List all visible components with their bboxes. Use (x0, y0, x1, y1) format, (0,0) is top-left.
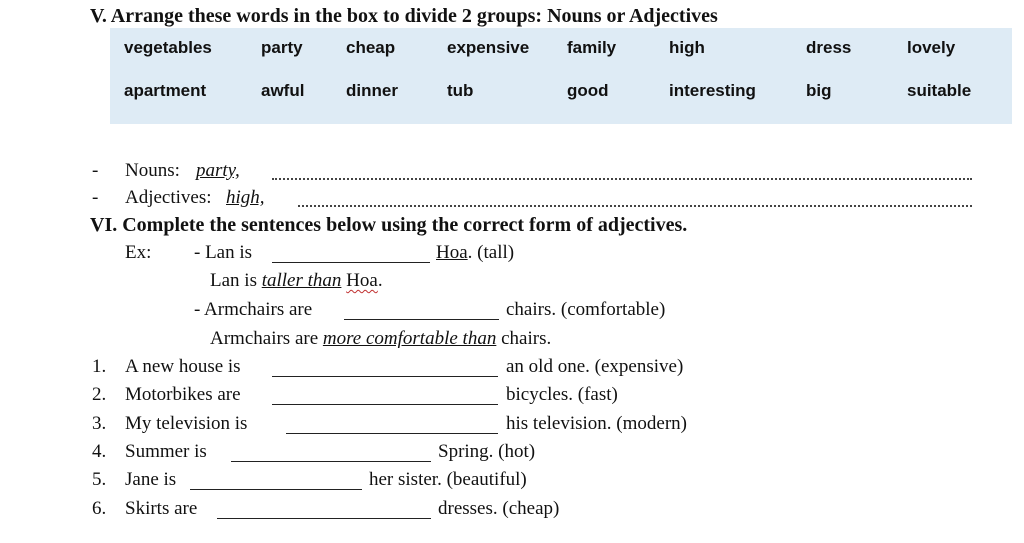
ex1-answer-hoa: Hoa (346, 270, 378, 291)
item-1-after: an old one. (expensive) (506, 356, 684, 377)
item-6-before: Skirts are (125, 498, 198, 519)
item-1-blank[interactable] (272, 376, 498, 377)
item-2-after: bicycles. (fast) (506, 384, 618, 405)
ex1-answer-text: taller than (261, 270, 342, 291)
ex2-blank (344, 319, 499, 320)
item-1-before: A new house is (125, 356, 241, 377)
bullet-dash: - (92, 160, 99, 181)
nouns-answer-line[interactable] (272, 178, 972, 180)
word-good: good (567, 81, 609, 100)
word-awful: awful (261, 81, 305, 100)
item-3-number: 3. (92, 413, 107, 434)
item-2-before: Motorbikes are (125, 384, 241, 405)
word-big: big (806, 81, 832, 100)
item-6-number: 6. (92, 498, 107, 519)
adjectives-answer-line[interactable] (298, 205, 972, 207)
ex1-blank (272, 262, 430, 263)
item-6-after: dresses. (cheap) (438, 498, 560, 519)
item-4-before: Summer is (125, 441, 207, 462)
word-expensive: expensive (447, 38, 530, 57)
nouns-example: party, (196, 160, 240, 181)
item-4-blank[interactable] (231, 461, 431, 462)
ex1-before: - Lan is (194, 242, 253, 263)
item-4-number: 4. (92, 441, 107, 462)
word-high: high (669, 38, 705, 57)
item-1-number: 1. (92, 356, 107, 377)
item-5-number: 5. (92, 469, 107, 490)
nouns-label: Nouns: (125, 160, 180, 181)
ex1-after-word: Hoa (436, 242, 468, 263)
adjectives-label: Adjectives: (125, 187, 212, 208)
word-family: family (567, 38, 617, 57)
word-party: party (261, 38, 303, 57)
word-lovely: lovely (907, 38, 956, 57)
item-2-number: 2. (92, 384, 107, 405)
ex2-answer-text: more comfortable than (322, 328, 497, 349)
item-3-after: his television. (modern) (506, 413, 687, 434)
ex2-answer-after: chairs. (501, 328, 552, 349)
item-3-blank[interactable] (286, 433, 498, 434)
word-suitable: suitable (907, 81, 972, 100)
ex1-after-rest: . (tall) (467, 242, 515, 263)
item-5-before: Jane is (125, 469, 177, 490)
item-2-blank[interactable] (272, 404, 498, 405)
ex1-answer-before: Lan is (210, 270, 257, 291)
ex2-before: - Armchairs are (194, 299, 313, 320)
item-6-blank[interactable] (217, 518, 431, 519)
item-5-after: her sister. (beautiful) (369, 469, 527, 490)
bullet-dash: - (92, 187, 99, 208)
ex1-answer-sentence (210, 270, 383, 292)
ex2-answer-sentence (210, 328, 551, 350)
word-apartment: apartment (124, 81, 207, 100)
word-dress: dress (806, 38, 852, 57)
section-vi-title: VI. Complete the sentences below using the correct form of adjectives. (90, 214, 688, 236)
ex1-answer-end: . (377, 270, 383, 291)
item-3-before: My television is (125, 413, 248, 434)
ex-label: Ex: (125, 242, 152, 263)
word-tub: tub (447, 81, 474, 100)
ex2-answer-before: Armchairs are (210, 328, 319, 349)
ex1-after (436, 242, 514, 264)
adjectives-example: high, (226, 187, 265, 208)
section-v-title: V. Arrange these words in the box to divide 2 groups: Nouns or Adjectives (90, 5, 718, 27)
word-cheap: cheap (346, 38, 396, 57)
item-5-blank[interactable] (190, 489, 362, 490)
word-interesting: interesting (669, 81, 756, 100)
item-4-after: Spring. (hot) (438, 441, 536, 462)
word-vegetables: vegetables (124, 38, 212, 57)
word-dinner: dinner (346, 81, 398, 100)
word-box (110, 28, 1012, 124)
ex2-after: chairs. (comfortable) (506, 299, 666, 320)
